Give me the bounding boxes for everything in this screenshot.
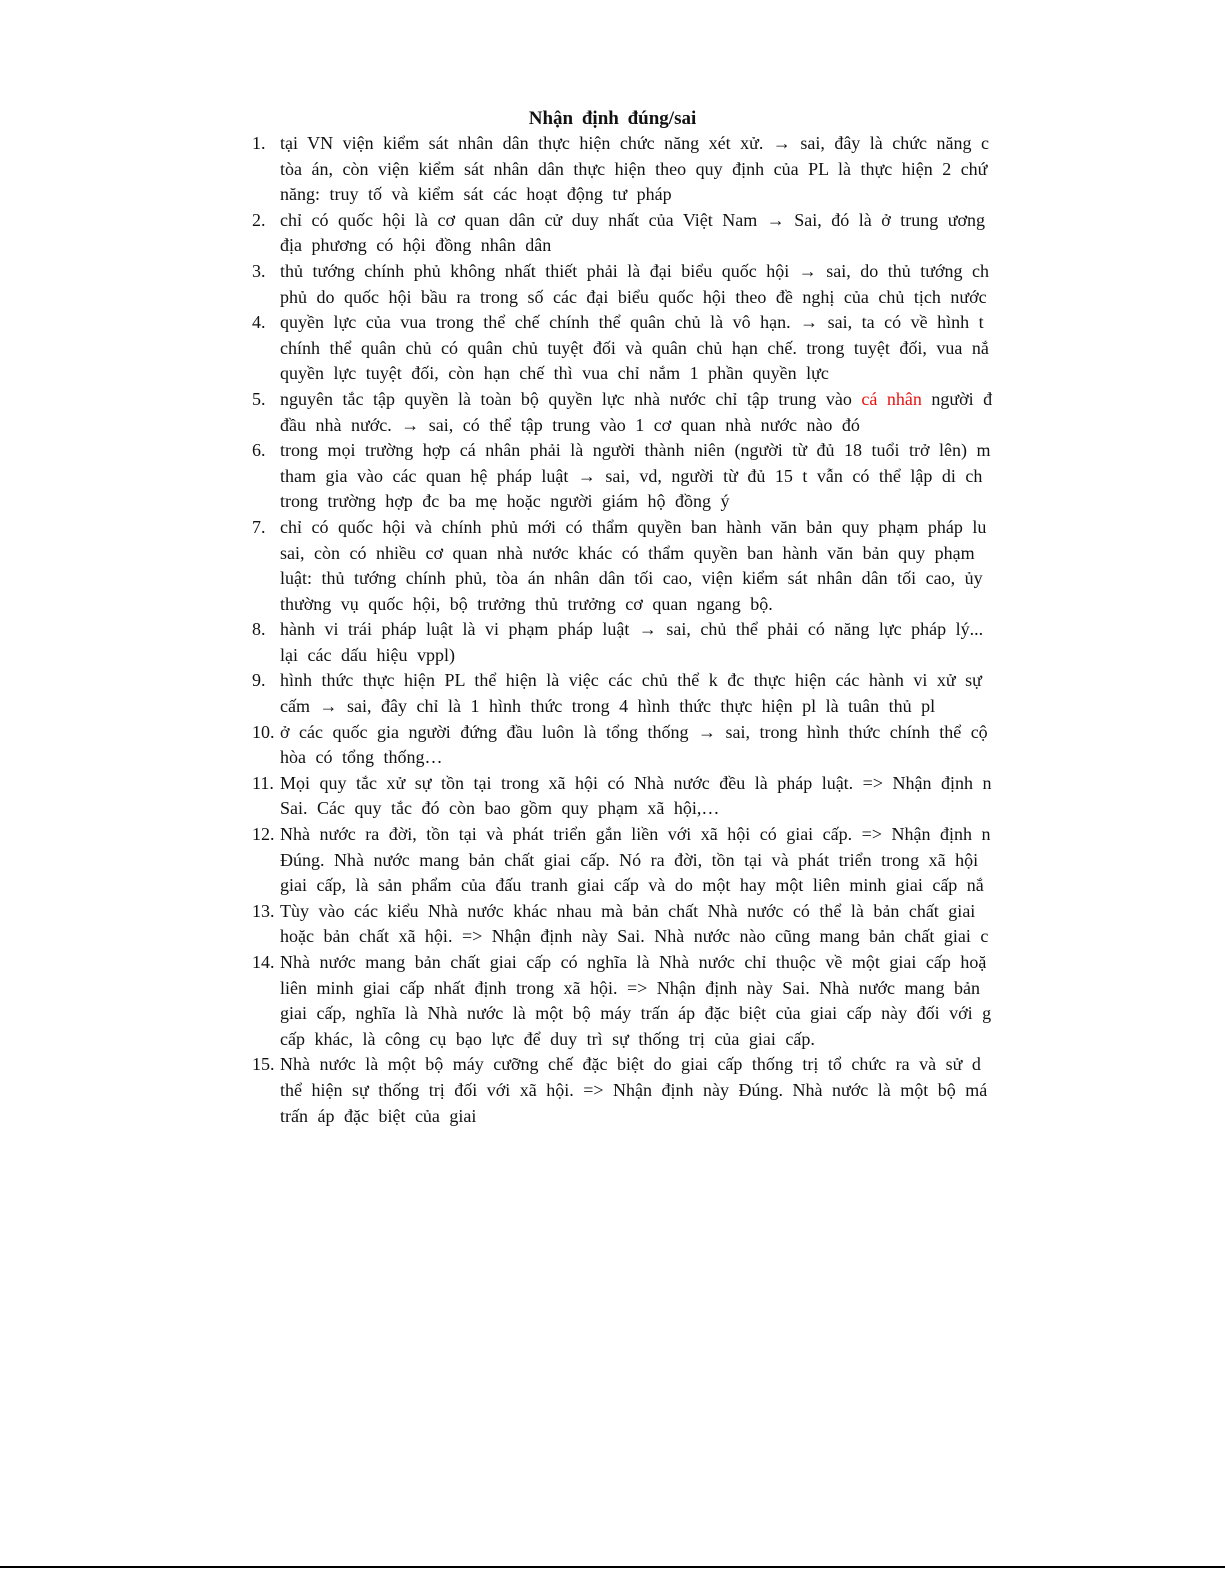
list-item	[252, 668, 1049, 719]
item-line: tham gia vào các quan hệ pháp luật → sai, vd, người từ đủ 15 t vẫn có thể lập di ch	[280, 465, 983, 486]
list-item	[252, 208, 1049, 259]
item-line: chỉ có quốc hội và chính phủ mới có thẩm quyền ban hành văn bản quy phạm pháp lu	[280, 516, 987, 537]
item-number: 10.	[252, 721, 275, 742]
item-number: 2.	[252, 209, 266, 230]
item-line: Đúng. Nhà nước mang bản chất giai cấp. Nó ra đời, tồn tại và phát triển trong xã hội	[280, 849, 979, 870]
item-line: giai cấp, là sản phẩm của đấu tranh giai cấp và do một hay một liên minh giai cấp nắ	[280, 875, 984, 896]
page-title: Nhận định đúng/sai	[528, 108, 697, 129]
item-number: 13.	[252, 900, 275, 921]
list-item	[252, 259, 1049, 310]
item-line: Nhà nước mang bản chất giai cấp có nghĩa là Nhà nước chỉ thuộc về một giai cấp hoặ	[280, 952, 987, 972]
item-line: cấp khác, là công cụ bạo lực để duy trì sự thống trị của giai cấp.	[280, 1028, 815, 1049]
item-number: 11.	[252, 772, 274, 793]
item-number: 15.	[252, 1054, 275, 1075]
item-number: 4.	[252, 312, 266, 333]
item-line: tòa án, còn viện kiểm sát nhân dân thực hiện theo quy định của PL là thực hiện 2 chứ	[280, 158, 988, 179]
item-line: hình thức thực hiện PL thể hiện là việc các chủ thể k đc thực hiện các hành vi xử sự	[280, 670, 982, 691]
item-number: 9.	[252, 670, 266, 691]
item-line: lại các dấu hiệu vppl)	[280, 644, 455, 665]
item-line: trong mọi trường hợp cá nhân phải là người thành niên (người từ đủ 18 tuổi trở lên) m	[280, 440, 991, 461]
item-line: chỉ có quốc hội là cơ quan dân cử duy nhất của Việt Nam → Sai, đó là ở trung ương	[280, 209, 986, 230]
list-item	[252, 310, 1049, 387]
item-line: quyền lực của vua trong thể chế chính thể quân chủ là vô hạn. → sai, ta có về hình t	[280, 312, 984, 333]
item-line: ở các quốc gia người đứng đầu luôn là tổng thống → sai, trong hình thức chính thể cộ	[280, 721, 988, 742]
item-line: luật: thủ tướng chính phủ, tòa án nhân dân tối cao, viện kiểm sát nhân dân tối cao, ủy	[280, 568, 983, 589]
item-number: 14.	[252, 952, 275, 972]
item-number: 8.	[252, 619, 266, 640]
item-line: cấm → sai, đây chỉ là 1 hình thức trong 4 hình thức thực hiện pl là tuân thủ pl	[280, 696, 936, 717]
item-line: trấn áp đặc biệt của giai	[280, 1105, 477, 1126]
list-item	[252, 899, 1049, 950]
list-item	[252, 617, 1049, 668]
item-line: năng: truy tố và kiểm sát các hoạt động tư pháp	[280, 184, 672, 205]
list-item	[252, 822, 1049, 899]
list-item	[252, 1052, 1049, 1129]
highlighted-text: cá nhân	[861, 388, 922, 409]
item-line: địa phương có hội đồng nhân dân	[280, 235, 552, 256]
statement-list	[252, 131, 1049, 1131]
item-line: thủ tướng chính phủ không nhất thiết phải là đại biểu quốc hội → sai, do thủ tướng ch	[280, 260, 989, 281]
item-line: chính thể quân chủ có quân chủ tuyệt đối và quân chủ hạn chế. trong tuyệt đối, vua nắ	[280, 337, 989, 358]
item-line: tại VN viện kiểm sát nhân dân thực hiện chức năng xét xử. → sai, đây là chức năng c	[280, 133, 990, 153]
list-item	[252, 720, 1049, 771]
list-item	[252, 950, 1049, 1052]
item-line: quyền lực tuyệt đối, còn hạn chế thì vua chỉ nắm 1 phần quyền lực	[280, 363, 829, 384]
item-text: người đ	[921, 388, 993, 409]
list-item	[252, 438, 1049, 515]
item-number: 1.	[252, 133, 266, 153]
item-line: hoặc bản chất xã hội. => Nhận định này Sai. Nhà nước nào cũng mang bản chất giai c	[280, 926, 989, 947]
item-number: 12.	[252, 824, 275, 845]
item-text: nguyên tắc tập quyền là toàn bộ quyền lực nhà nước chỉ tập trung vào	[280, 388, 862, 409]
item-line: sai, còn có nhiều cơ quan nhà nước khác có thẩm quyền ban hành văn bản quy phạm	[280, 542, 975, 563]
item-number: 3.	[252, 260, 266, 281]
item-number: 7.	[252, 516, 266, 537]
item-line: Mọi quy tắc xử sự tồn tại trong xã hội có Nhà nước đều là pháp luật. => Nhận định n	[280, 772, 992, 793]
item-line: thể hiện sự thống trị đối với xã hội. => Nhận định này Đúng. Nhà nước là một bộ má	[280, 1079, 988, 1100]
list-item	[252, 515, 1049, 617]
list-item	[252, 771, 1049, 822]
item-number: 6.	[252, 440, 266, 461]
item-line: giai cấp, nghĩa là Nhà nước là một bộ máy trấn áp đặc biệt của giai cấp này đối với g	[280, 1003, 992, 1024]
item-line: đầu nhà nước. → sai, có thể tập trung vào 1 cơ quan nhà nước nào đó	[280, 414, 860, 435]
list-item	[252, 387, 1049, 438]
item-line: Nhà nước là một bộ máy cưỡng chế đặc biệt do giai cấp thống trị tổ chức ra và sử d	[280, 1054, 981, 1075]
item-line: liên minh giai cấp nhất định trong xã hội. => Nhận định này Sai. Nhà nước mang bản	[280, 977, 980, 998]
item-number: 5.	[252, 388, 266, 409]
item-line: hành vi trái pháp luật là vi phạm pháp luật → sai, chủ thể phải có năng lực pháp lý...	[280, 619, 984, 640]
list-item	[252, 131, 1049, 208]
item-line: Nhà nước ra đời, tồn tại và phát triển gắn liền với xã hội có giai cấp. => Nhận định n	[280, 824, 991, 845]
item-line: phủ do quốc hội bầu ra trong số các đại biểu quốc hội theo đề nghị của chủ tịch nước	[280, 286, 987, 307]
item-line: Tùy vào các kiểu Nhà nước khác nhau mà bản chất Nhà nước có thể là bản chất giai	[280, 900, 976, 921]
item-line: trong trường hợp đc ba mẹ hoặc người giám hộ đồng ý	[280, 491, 730, 512]
page-bottom-rule	[0, 1566, 1225, 1568]
item-line: hòa có tổng thống…	[280, 747, 443, 768]
item-line	[280, 387, 1049, 413]
item-line: Sai. Các quy tắc đó còn bao gồm quy phạm xã hội,…	[280, 798, 720, 819]
item-line: thường vụ quốc hội, bộ trưởng thủ trưởng cơ quan ngang bộ.	[280, 593, 773, 614]
